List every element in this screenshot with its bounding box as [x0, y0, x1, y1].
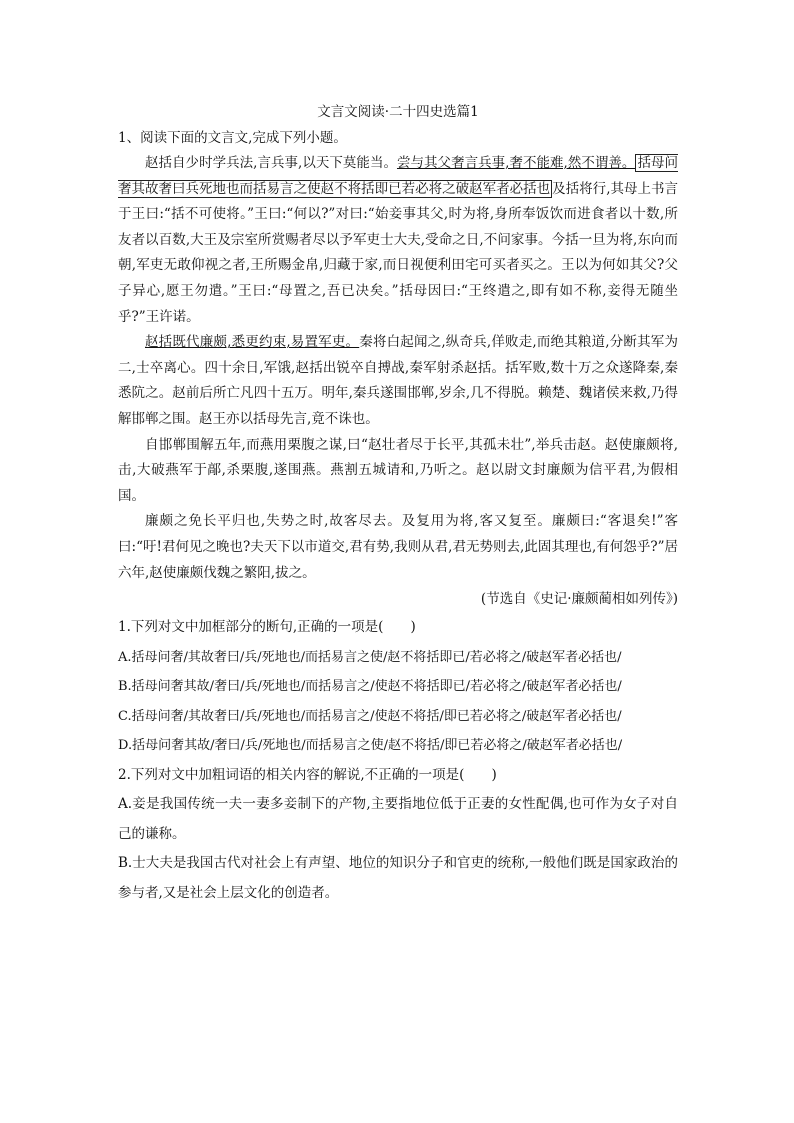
question-2-option-a: A.妾是我国传统一夫一妻多妾制下的产物,主要指地位低于正妻的女性配偶,也可作为女子对自己的谦称。: [118, 796, 678, 842]
question-1-option-b: B.括母问奢其故/奢曰/兵/死地也/而括易言之/使赵不将括即已/若必将之/破赵军者必括也/: [118, 679, 622, 695]
question-intro: 1、阅读下面的文言文,完成下列小题。: [118, 130, 347, 146]
question-1-stem: 1.下列对文中加框部分的断句,正确的一项是( ): [118, 619, 416, 636]
passage-paragraph-3: 自邯郸围解五年,而燕用栗腹之谋,曰“赵壮者尽于长平,其孤未壮”,举兵击赵。赵使廉颇将,击,大破燕军于鄗,杀栗腹,遂围燕。燕割五城请和,乃听之。赵以尉文封廉颇为信平君,为假相国。: [118, 436, 678, 504]
passage-paragraph-4: 廉颇之免长平归也,失势之时,故客尽去。及复用为将,客又复至。廉颇曰:“客退矣!”客曰:“吁!君何见之晚也?夫天下以市道交,君有势,我则从君,君无势则去,此固其理也,有何怨乎?”居六年,赵使廉颇伐魏之繁阳,拔之。: [118, 513, 678, 581]
question-1-option-d: D.括母问奢其故/奢曰/兵/死地也/而括易言之使/赵不将括/即已若必将之/破赵军者必括也/: [118, 738, 623, 754]
question-2-stem: 2.下列对文中加粗词语的相关内容的解说,不正确的一项是( ): [118, 766, 497, 783]
passage-paragraph-1: [118, 151, 678, 330]
p2-text-b: 秦将白起闻之,纵奇兵,佯败走,而绝其粮道,分断其军为二,士卒离心。四十余日,军饿,赵括出锐卒自搏战,秦军射杀赵括。括军败,数十万之众遂降秦,秦悉阬之。赵前后所亡凡四十五万。明年,秦兵遂围邯郸,岁余,几不得脱。赖楚、魏诸侯来救,乃得解邯郸之围。赵王亦以括母先言,竟不诛也。: [118, 334, 678, 427]
document-page: [118, 100, 678, 908]
source-citation: (节选自《史记·廉颇蔺相如列传》): [480, 591, 678, 608]
underlined-sentence-2: 赵括既代廉颇,悉更约束,易置军吏。: [145, 334, 360, 351]
question-1-option-a: A.括母问奢/其故奢曰/兵/死地也/而括易言之使/赵不将括即已/若必将之/破赵军者必括也/: [118, 649, 622, 665]
passage-paragraph-2: [118, 330, 678, 432]
p1-text-a: 赵括自少时学兵法,言兵事,以天下莫能当。: [145, 155, 397, 171]
underlined-sentence-1: 尝与其父奢言兵事,奢不能难,然不谓善。: [396, 155, 636, 171]
question-1-option-c: C.括母问奢/其故奢曰/兵/死地也/而括易言之/使赵不将括/即已若必将之/破赵军者必括也/: [118, 708, 622, 724]
boxed-passage: 括母问奢其故奢曰兵死地也而括易言之使赵不将括即已若必将之破赵军者必括也: [118, 155, 678, 197]
p1-text-d: 及括将行,其母上书言于王曰:“括不可使将。”王曰:“何以?”对曰:“始妾事其父,时为将,身所奉饭饮而进食者以十数,所友者以百数,大王及宗室所赏赐者尽以予军吏士大夫,受命之日,不问家事。今括一旦为将,东向而朝,军吏无敢仰视之者,王所赐金帛,归藏于家,而日视便利田宅可买者买之。王以为何如其父?父子异心,愿王勿遣。”王曰:“母置之,吾已决矣。”括母因曰:“王终遣之,即有如不称,妾得无随坐乎?”王许诺。: [118, 180, 679, 325]
question-2-option-b: B.士大夫是我国古代对社会上有声望、地位的知识分子和官吏的统称,一般他们既是国家政治的参与者,又是社会上层文化的创造者。: [118, 855, 678, 901]
document-title: 文言文阅读·二十四史选篇1: [317, 104, 479, 120]
